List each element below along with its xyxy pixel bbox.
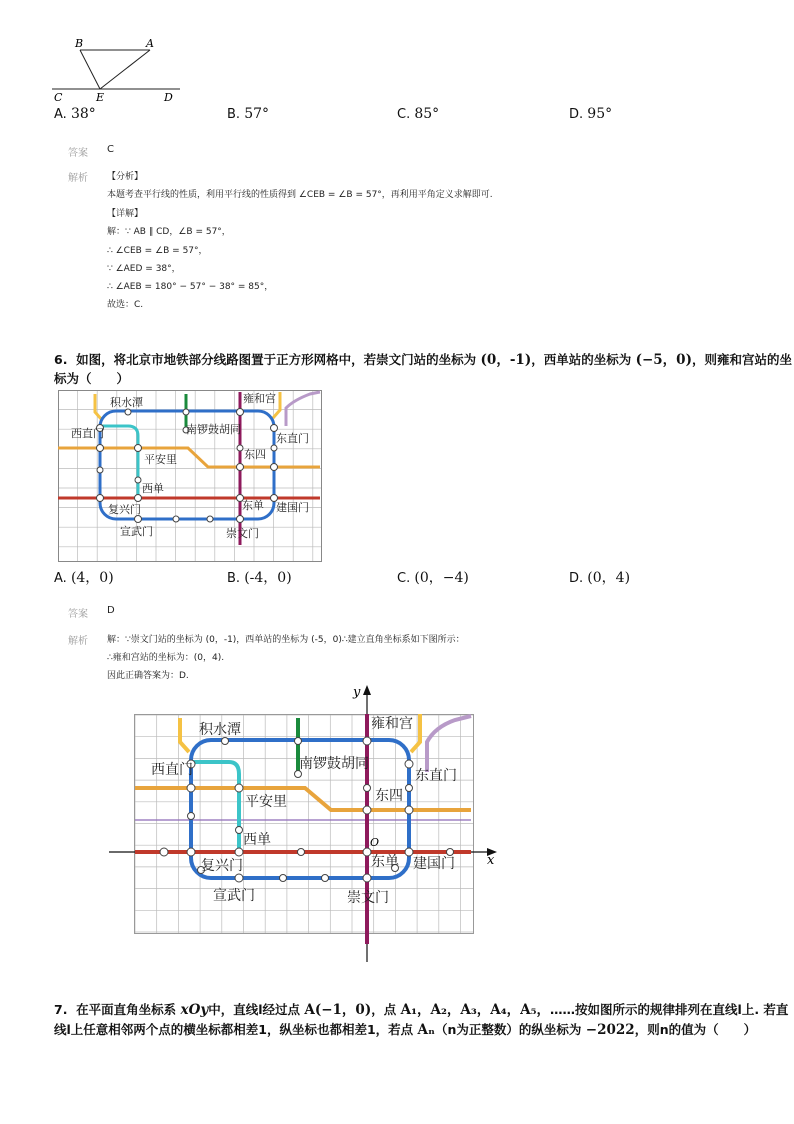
purple-line-right	[286, 392, 320, 426]
label-d: D	[164, 91, 173, 104]
label-e: E	[96, 91, 105, 104]
station-dongdan: 东单	[242, 499, 264, 512]
orange-line	[135, 788, 471, 810]
cyan-line	[98, 426, 138, 500]
station-nanluoguxiang: 南锣鼓胡同	[186, 423, 241, 436]
station-xizhimen: 西直门	[151, 762, 193, 778]
station-yonghegong: 雍和宫	[243, 392, 276, 405]
station-dongzhimen: 东直门	[415, 768, 457, 784]
q5-answer-label: 答案	[68, 148, 88, 159]
q6-stem-line2: 标为（ ）	[54, 371, 130, 386]
q5-explain-line: ∴ ∠CEB = ∠B = 57°，	[107, 246, 208, 256]
q5-option-d[interactable]: D. 95°	[569, 106, 613, 122]
label-c: C	[54, 91, 63, 104]
segment-be	[80, 50, 100, 89]
q5-explain-line: 本题考查平行线的性质，利用平行线的性质得到 ∠CEB = ∠B = 57°，再利用平角定义求解即可.	[107, 190, 493, 200]
station-fuxingmen: 复兴门	[201, 858, 243, 874]
station-yonghegong: 雍和宫	[371, 716, 413, 732]
q6-answer-label: 答案	[68, 609, 88, 620]
station-dongsi: 东四	[244, 448, 266, 461]
q5-explain-line: 【详解】	[107, 209, 144, 219]
q6-option-a[interactable]: A. (4，0)	[54, 570, 114, 586]
station-chongwenmen: 崇文门	[226, 527, 259, 540]
origin-label: O	[370, 836, 380, 849]
station-pinganli: 平安里	[144, 453, 177, 466]
station-xuanwumen: 宣武门	[213, 888, 255, 904]
q6-explain-line: 因此正确答案为：D.	[107, 671, 189, 681]
cyan-line	[189, 762, 239, 854]
station-nanluoguxiang: 南锣鼓胡同	[299, 756, 369, 772]
station-dongzhimen: 东直门	[276, 432, 309, 445]
station-pinganli: 平安里	[245, 794, 287, 810]
station-xuanwumen: 宣武门	[120, 525, 153, 538]
q6-option-d[interactable]: D. (0，4)	[569, 570, 631, 586]
q5-option-c[interactable]: C. 85°	[397, 106, 440, 122]
axis-x-label: x	[487, 853, 495, 868]
q6-option-c[interactable]: C. (0，−4)	[397, 570, 469, 586]
station-xizhimen: 西直门	[71, 427, 104, 440]
q6-large-map	[105, 682, 505, 964]
q5-figure	[50, 36, 190, 104]
q5-answer: C	[107, 144, 114, 155]
yellow-line-left	[180, 718, 189, 752]
q7-stem-line1: 7. 在平面直角坐标系 xOy中，直线l经过点 A(−1，0)，点 A₁，A₂，A₃，A₄，A₅，……按如图所示的规律排列在直线l上. 若直	[54, 1002, 789, 1018]
q5-explain-line: 故选：C.	[107, 300, 144, 310]
station-dongsi: 东四	[375, 788, 403, 804]
segment-ae	[100, 50, 150, 89]
station-jianguomen: 建国门	[413, 856, 455, 872]
label-a: A	[146, 37, 154, 50]
purple-line-right	[427, 716, 471, 772]
station-jianguomen: 建国门	[276, 501, 309, 514]
q6-explain-line: 解：∵崇文门站的坐标为 (0，-1)，西单站的坐标为 (-5，0)∴建立直角坐标系如下图所示：	[107, 635, 465, 645]
q5-explain-line: ∵ ∠AED = 38°，	[107, 264, 181, 274]
q6-option-b[interactable]: B. (-4，0)	[227, 570, 292, 586]
label-b: B	[75, 37, 84, 50]
y-axis-arrow	[363, 685, 371, 695]
q6-explain-line: ∴雍和宫站的坐标为：(0，4).	[107, 653, 225, 663]
station-jishuitan: 积水潭	[199, 722, 241, 738]
q6-small-map	[58, 390, 322, 562]
q6-answer: D	[107, 605, 115, 616]
q5-explain-line: 【分析】	[107, 172, 144, 182]
station-dongdan: 东单	[371, 854, 399, 870]
q5-option-a[interactable]: A. 38°	[54, 106, 96, 122]
station-jishuitan: 积水潭	[110, 396, 143, 409]
station-chongwenmen: 崇文门	[347, 890, 389, 906]
q7-stem-line2: 线l上任意相邻两个点的横坐标都相差1，纵坐标也都相差1，若点 Aₙ（n为正整数）的纵坐标为 −2022，则n的值为（ ）	[54, 1022, 757, 1038]
q6-explain-label: 解析	[68, 636, 88, 647]
q6-stem-line1: 6. 如图，将北京市地铁部分线路图置于正方形网格中，若崇文门站的坐标为 (0，-1)，西单站的坐标为 (−5，0)，则雍和宫站的坐	[54, 352, 792, 368]
q5-explain-line: 解：∵ AB ∥ CD，∠B = 57°，	[107, 227, 231, 237]
axis-y-label: y	[353, 685, 361, 700]
q5-option-b[interactable]: B. 57°	[227, 106, 270, 122]
q5-explain-label: 解析	[68, 173, 88, 184]
q5-explain-line: ∴ ∠AEB = 180° − 57° − 38° = 85°，	[107, 282, 274, 292]
yellow-line-left	[95, 394, 102, 420]
station-xidan: 西单	[243, 832, 271, 848]
station-xidan: 西单	[142, 482, 164, 495]
station-fuxingmen: 复兴门	[108, 503, 141, 516]
